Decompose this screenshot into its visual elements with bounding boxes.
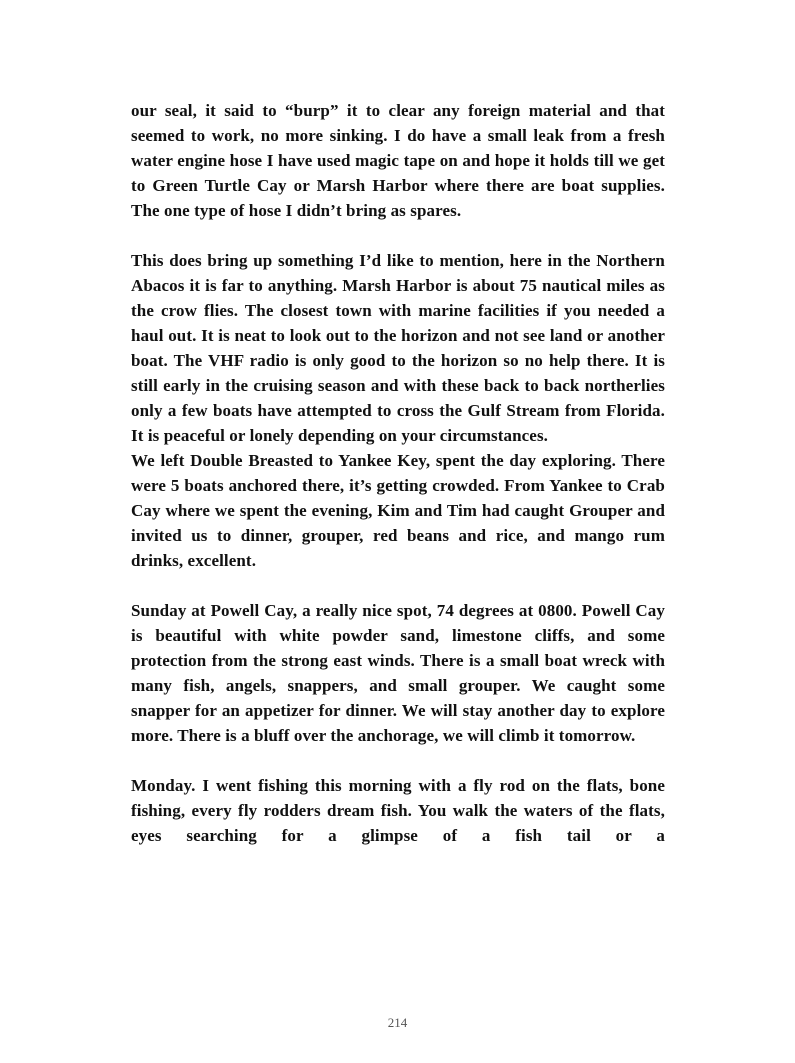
page-body: [131, 98, 665, 873]
paragraph: We left Double Breasted to Yankee Key, spent the day exploring. There were 5 boats anchored there, it’s getting crowded. From Yankee to Crab Cay where we spent the evening, Kim and Tim had caught Grouper and invited us to dinner, grouper, red beans and rice, and mango rum drinks, excellent.: [131, 451, 665, 570]
page-number: 214: [387, 1015, 408, 1030]
paragraph: Sunday at Powell Cay, a really nice spot, 74 degrees at 0800. Powell Cay is beautiful with white powder sand, limestone cliffs, and some protection from the strong east winds. There is a small boat wreck with many fish, angels, snappers, and small grouper. We caught some snapper for an appetizer for dinner. We will stay another day to explore more. There is a bluff over the anchorage, we will climb it tomorrow.: [131, 601, 665, 745]
paragraph: This does bring up something I’d like to mention, here in the Northern Abacos it is far to anything. Marsh Harbor is about 75 nautical miles as the crow flies. The closest town with marine facilities if you needed a haul out. It is neat to look out to the horizon and not see land or another boat. The VHF radio is only good to the horizon so no help there. It is still early in the cruising season and with these back to back northerlies only a few boats have attempted to cross the Gulf Stream from Florida. It is peaceful or lonely depending on your circumstances.: [131, 251, 665, 445]
paragraph: Monday. I went fishing this morning with a fly rod on the flats, bone fishing, every fly rodders dream fish. You walk the waters of the flats, eyes searching for a glimpse of a fish tail or a: [131, 776, 665, 845]
paragraph: our seal, it said to “burp” it to clear any foreign material and that seemed to work, no more sinking. I do have a small leak from a fresh water engine hose I have used magic tape on and hope it holds till we get to Green Turtle Cay or Marsh Harbor where there are boat supplies. The one type of hose I didn’t bring as spares.: [131, 101, 665, 220]
